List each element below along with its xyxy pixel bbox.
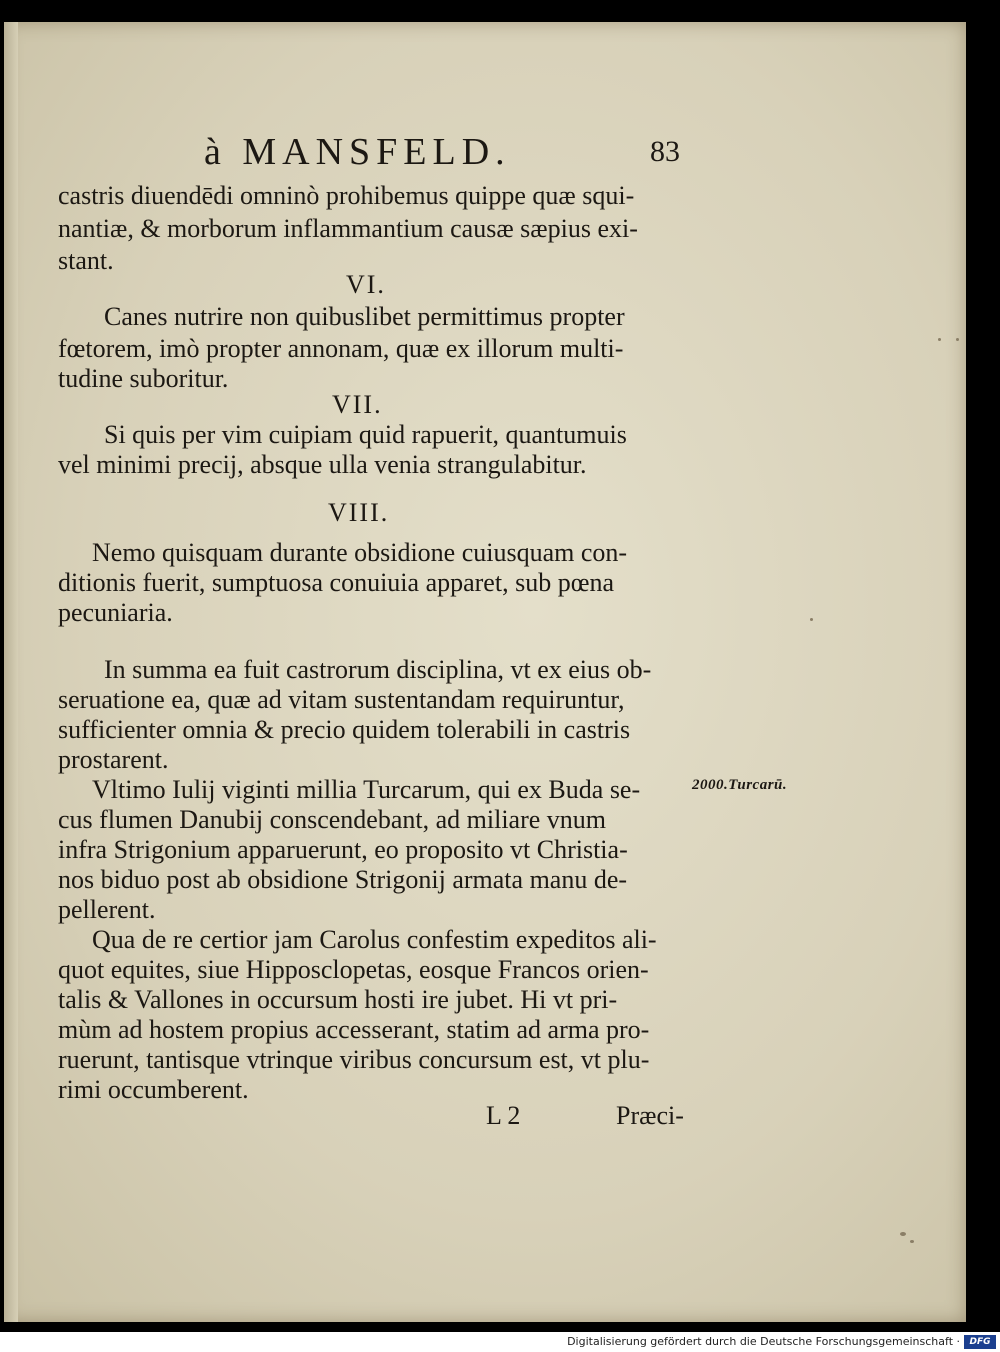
margin-note: 2000.Turcarū. bbox=[692, 777, 788, 793]
text-line: quot equites, siue Hipposclopetas, eosque Francos orien- bbox=[58, 955, 649, 984]
paper-speck bbox=[900, 1232, 906, 1236]
catchword: Præci- bbox=[616, 1101, 684, 1130]
text-line: tudine suboritur. bbox=[58, 364, 229, 393]
funding-notice: Digitalisierung gefördert durch die Deutsche Forschungsgemeinschaft · bbox=[567, 1335, 960, 1348]
text-line: Qua de re certior jam Carolus confestim expeditos ali- bbox=[92, 925, 657, 954]
section-numeral: VIII. bbox=[328, 498, 390, 527]
running-head-title: à MANSFELD. bbox=[204, 131, 511, 173]
text-line: rimi occumberent. bbox=[58, 1075, 249, 1104]
text-line: Vltimo Iulij viginti millia Turcarum, qui ex Buda se- bbox=[92, 775, 641, 804]
text-line: nantiæ, & morborum inflammantium causæ sæpius exi- bbox=[58, 214, 638, 243]
text-line: ruerunt, tantisque vtrinque viribus concursum est, vt plu- bbox=[58, 1045, 650, 1074]
text-line: stant. bbox=[58, 246, 114, 275]
section-numeral: VI. bbox=[346, 270, 386, 299]
signature-mark: L 2 bbox=[486, 1101, 521, 1130]
page-number: 83 bbox=[650, 135, 680, 168]
paper-speck bbox=[938, 338, 941, 341]
text-line: nos biduo post ab obsidione Strigonij armata manu de- bbox=[58, 865, 628, 894]
text-line: talis & Vallones in occursum hosti ire jubet. Hi vt pri- bbox=[58, 985, 618, 1014]
text-line: infra Strigonium apparuerunt, eo proposito vt Christia- bbox=[58, 835, 628, 864]
paper-speck bbox=[956, 338, 959, 341]
text-line: seruatione ea, quæ ad vitam sustentandam requiruntur, bbox=[58, 685, 625, 714]
section-numeral: VII. bbox=[332, 390, 383, 419]
text-line: ditionis fuerit, sumptuosa conuiuia apparet, sub pœna bbox=[58, 568, 615, 597]
text-line: Nemo quisquam durante obsidione cuiusquam con- bbox=[92, 538, 628, 567]
text-line: pellerent. bbox=[58, 895, 156, 924]
dfg-logo: DFG bbox=[964, 1335, 996, 1349]
text-line: castris diuendēdi omninò prohibemus quippe quæ squi- bbox=[58, 181, 635, 210]
paper-speck bbox=[910, 1240, 914, 1243]
text-line: Canes nutrire non quibuslibet permittimus propter bbox=[104, 302, 625, 331]
text-line: mùm ad hostem propius accesserant, statim ad arma pro- bbox=[58, 1015, 650, 1044]
text-line: Si quis per vim cuipiam quid rapuerit, quantumuis bbox=[104, 420, 627, 449]
text-line: vel minimi precij, absque ulla venia strangulabitur. bbox=[58, 450, 587, 479]
text-line: prostarent. bbox=[58, 745, 169, 774]
page-gutter bbox=[4, 22, 18, 1322]
paper-speck bbox=[810, 618, 813, 621]
text-line: pecuniaria. bbox=[58, 598, 173, 627]
text-line: fœtorem, imò propter annonam, quæ ex illorum multi- bbox=[58, 334, 624, 363]
text-line: cus flumen Danubij conscendebant, ad miliare vnum bbox=[58, 805, 607, 834]
footer-bar bbox=[0, 1332, 1000, 1352]
text-line: In summa ea fuit castrorum disciplina, vt ex eius ob- bbox=[104, 655, 652, 684]
text-line: sufficienter omnia & precio quidem tolerabili in castris bbox=[58, 715, 631, 744]
